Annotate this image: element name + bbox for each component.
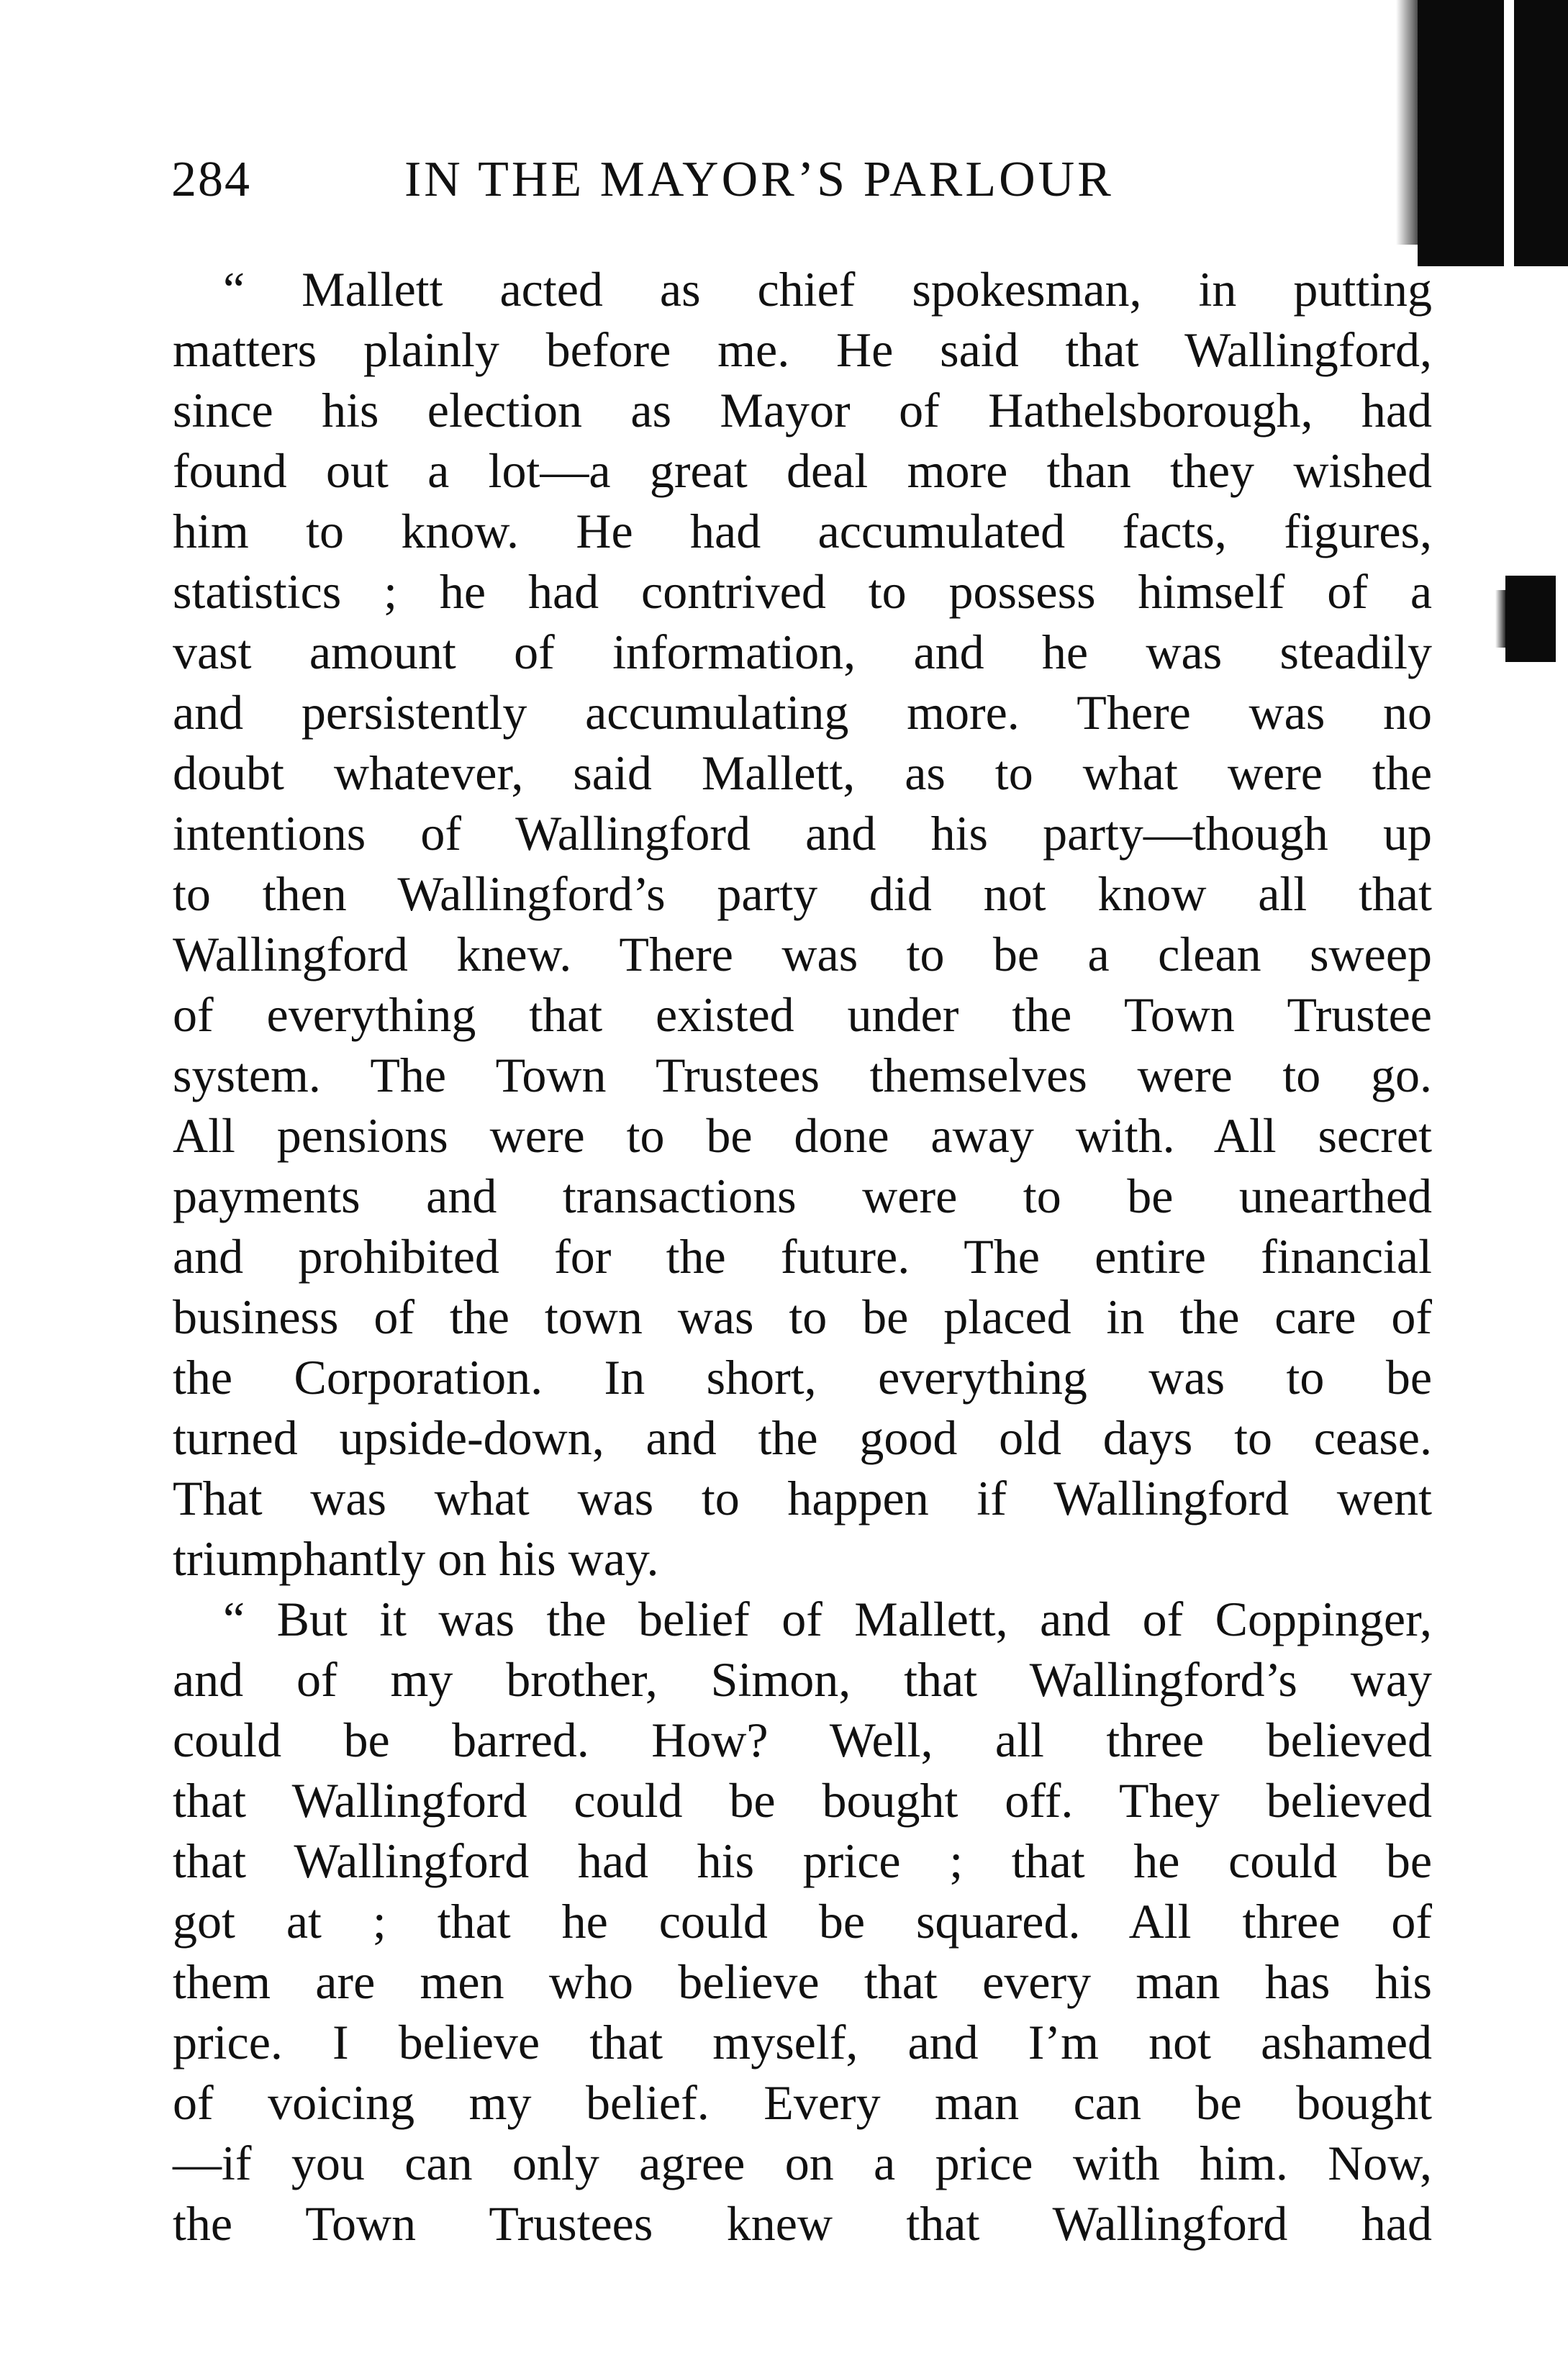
- text-line: vast amount of information, and he was steadily: [173, 625, 1432, 679]
- text-line: him to know. He had accumulated facts, figures,: [173, 504, 1432, 558]
- text-line: that Wallingford could be bought off. They believed: [173, 1773, 1432, 1828]
- text-line: doubt whatever, said Mallett, as to what were the: [173, 745, 1432, 800]
- text-line: since his election as Mayor of Hathelsborough, had: [173, 383, 1432, 437]
- text-line: business of the town was to be placed in the care of: [173, 1289, 1432, 1344]
- page-header: [171, 148, 1251, 212]
- text-line: to then Wallingford’s party did not know all that: [173, 866, 1432, 921]
- scan-margin-shadow-mid: [1505, 576, 1556, 662]
- text-line: got at ; that he could be squared. All three of: [173, 1894, 1432, 1949]
- running-title: IN THE MAYOR’S PARLOUR: [404, 152, 1114, 207]
- body-text: [173, 259, 1432, 2254]
- text-line: statistics ; he had contrived to possess himself of a: [173, 564, 1432, 619]
- text-line: matters plainly before me. He said that Wallingford,: [173, 322, 1432, 377]
- text-line: system. The Town Trustees themselves were to go.: [173, 1048, 1432, 1102]
- text-line: intentions of Wallingford and his party—though up: [173, 806, 1432, 861]
- scan-margin-gap: [1504, 0, 1514, 266]
- text-line: That was what was to happen if Wallingford went: [173, 1471, 1432, 1525]
- text-line: and of my brother, Simon, that Wallingford’s way: [173, 1652, 1432, 1707]
- text-line: Wallingford knew. There was to be a clean sweep: [173, 927, 1432, 981]
- text-line: the Corporation. In short, everything was to be: [173, 1350, 1432, 1405]
- text-line: of voicing my belief. Every man can be bought: [173, 2075, 1432, 2130]
- text-line: the Town Trustees knew that Wallingford had: [173, 2196, 1432, 2251]
- text-line: All pensions were to be done away with. All secret: [173, 1108, 1432, 1163]
- text-line: of everything that existed under the Town Trustee: [173, 987, 1432, 1042]
- text-line: “ But it was the belief of Mallett, and of Coppinger,: [223, 1592, 1432, 1646]
- text-line: “ Mallett acted as chief spokesman, in putting: [223, 262, 1432, 317]
- text-line: found out a lot—a great deal more than they wished: [173, 443, 1432, 498]
- text-line: and persistently accumulating more. There was no: [173, 685, 1432, 740]
- text-line: could be barred. How? Well, all three believed: [173, 1713, 1432, 1767]
- text-line: turned upside-down, and the good old days to cease.: [173, 1410, 1432, 1465]
- text-line: that Wallingford had his price ; that he could be: [173, 1833, 1432, 1888]
- text-line: price. I believe that myself, and I’m not ashamed: [173, 2015, 1432, 2069]
- text-line: —if you can only agree on a price with him. Now,: [173, 2136, 1432, 2190]
- page-number: 284: [171, 152, 251, 207]
- text-line: triumphantly on his way.: [173, 1531, 659, 1586]
- text-line: payments and transactions were to be unearthed: [173, 1169, 1432, 1223]
- text-line: and prohibited for the future. The entire financial: [173, 1229, 1432, 1284]
- text-line: them are men who believe that every man has his: [173, 1954, 1432, 2009]
- scan-margin-shadow-top: [1418, 0, 1568, 266]
